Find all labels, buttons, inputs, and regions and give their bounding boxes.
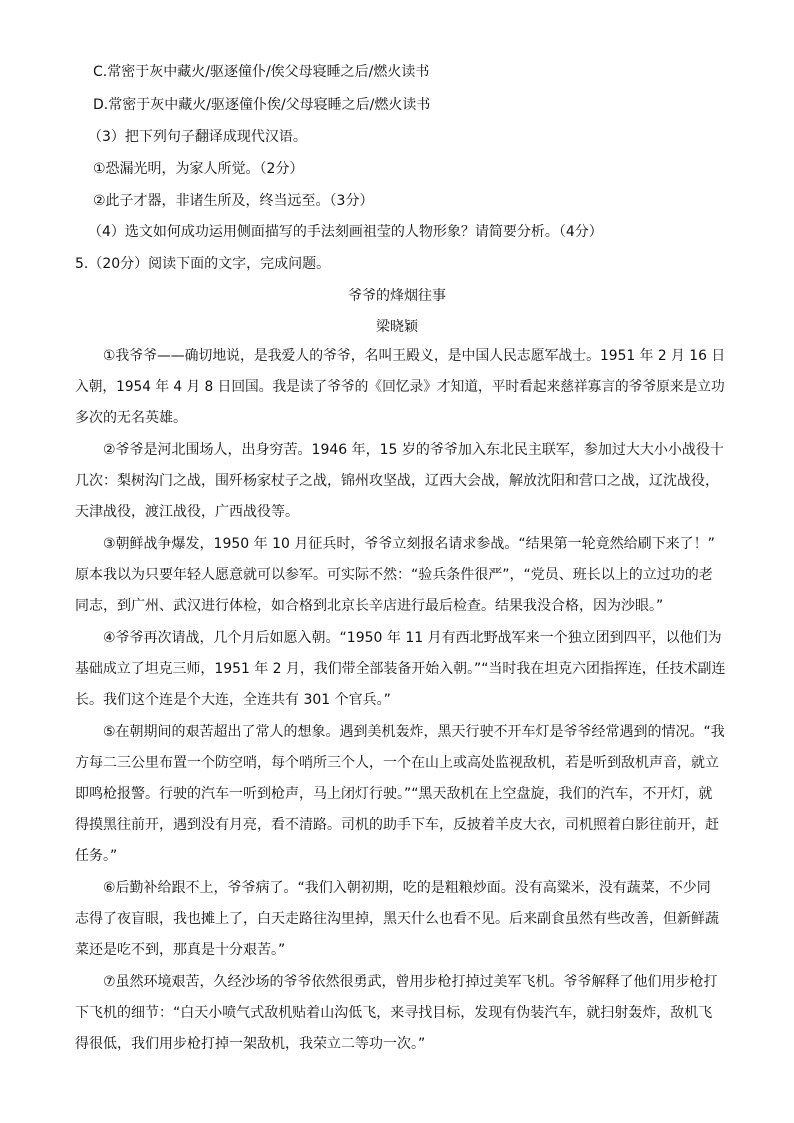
- body-line: 同志，到广州、武汉进行体检，如合格到北京长辛店进行最后检查。结果我没合格，因为沙眼。”: [75, 598, 664, 614]
- body-line: 得摸黑往前开，遇到没有月亮，看不清路。司机的助手下车，反披着羊皮大衣，司机照着白影往前开，赶: [75, 817, 719, 833]
- question-5-header: 5.（20分）阅读下面的文字，完成问题。: [75, 256, 331, 272]
- body-line: ⑤在朝期间的艰苦超出了常人的想象。遇到美机轰炸，黑天行驶不开车灯是爷爷经常遇到的情况。“我: [103, 724, 725, 740]
- body-line: 菜还是吃不到，那真是十分艰苦。”: [75, 942, 286, 958]
- body-line: ②爷爷是河北围场人，出身穷苦。1946 年，15 岁的爷爷加入东北民主联军，参加过大大小小战役十: [103, 442, 724, 458]
- question-4-prompt: （4）选文如何成功运用侧面描写的手法刻画祖莹的人物形象？请简要分析。（4分）: [88, 224, 603, 240]
- body-line: 任务。”: [75, 848, 118, 864]
- body-line: 天津战役，渡江战役，广西战役等。: [75, 504, 299, 520]
- body-line: ①我爷爷——确切地说，是我爱人的爷爷，名叫王殿义，是中国人民志愿军战士。1951 年 2 月 16 日: [103, 348, 726, 364]
- body-line: 入朝，1954 年 4 月 8 日回国。我是读了爷爷的《回忆录》才知道，平时看起来慈祥寡言的爷爷原来是立功: [75, 379, 725, 395]
- body-line: ⑦虽然环境艰苦，久经沙场的爷爷依然很勇武，曾用步枪打掉过美军飞机。爷爷解释了他们用步枪打: [103, 974, 718, 990]
- body-line: 长。我们这个连是个大连，全连共有 301 个官兵。”: [75, 692, 391, 708]
- option-d: D.常密于灰中藏火/驱逐僮仆俟/父母寝睡之后/燃火读书: [93, 97, 431, 113]
- body-line: 即鸣枪报警。行驶的汽车一听到枪声，马上闭灯行驶。”“黑天敌机在上空盘旋，我们的汽车，不开灯，就: [75, 786, 713, 802]
- body-line: 志得了夜盲眼，我也摊上了，白天走路往沟里掉，黑天什么也看不见。后来副食虽然有些改善，但新鲜蔬: [75, 911, 719, 927]
- body-line: ⑥后勤补给跟不上，爷爷病了。“我们入朝初期，吃的是粗粮炒面。没有高粱米，没有蔬菜，不少同: [103, 880, 711, 896]
- body-line: 方每二三公里布置一个防空哨，每个哨所三个人，一个在山上或高处监视敌机，若是听到敌机声音，就立: [75, 755, 719, 771]
- question-3-item-1: ①恐漏光明，为家人所觉。（2分）: [93, 161, 304, 177]
- body-line: 几次：梨树沟门之战，围歼杨家杖子之战，锦州攻坚战，辽西大会战，解放沈阳和营口之战，辽沈战役，: [75, 473, 719, 489]
- option-c: C.常密于灰中藏火/驱逐僮仆/俟父母寝睡之后/燃火读书: [93, 64, 430, 80]
- body-line: ③朝鲜战争爆发，1950 年 10 月征兵时，爷爷立刻报名请求参战。“结果第一轮竟然给刷下来了！”: [103, 536, 715, 552]
- body-line: 基础成立了坦克三师，1951 年 2 月，我们带全部装备开始入朝。”“当时我在坦克六团指挥连，任技术副连: [75, 661, 726, 677]
- question-3-prompt: （3）把下列句子翻译成现代汉语。: [88, 129, 307, 145]
- body-line: ④爷爷再次请战，几个月后如愿入朝。“1950 年 11 月有西北野战军来一个独立团到四平，以他们为: [103, 630, 722, 646]
- body-line: 下飞机的细节：“白天小喷气式敌机贴着山沟低飞，来寻找目标，发现有伪装汽车，就扫射轰炸，敌机飞: [75, 1005, 713, 1021]
- body-line: 原本我以为只要年轻人愿意就可以参军。可实际不然：“验兵条件很严”，“党员、班长以上的立过功的老: [75, 567, 713, 583]
- body-line: 多次的无名英雄。: [75, 410, 187, 426]
- question-3-item-2: ②此子才器，非诸生所及，终当远至。（3分）: [93, 193, 374, 209]
- article-author: 梁晓颖: [376, 319, 418, 335]
- article-title: 爷爷的烽烟往事: [348, 288, 446, 304]
- body-line: 得很低，我们用步枪打掉一架敌机，我荣立二等功一次。”: [75, 1036, 426, 1052]
